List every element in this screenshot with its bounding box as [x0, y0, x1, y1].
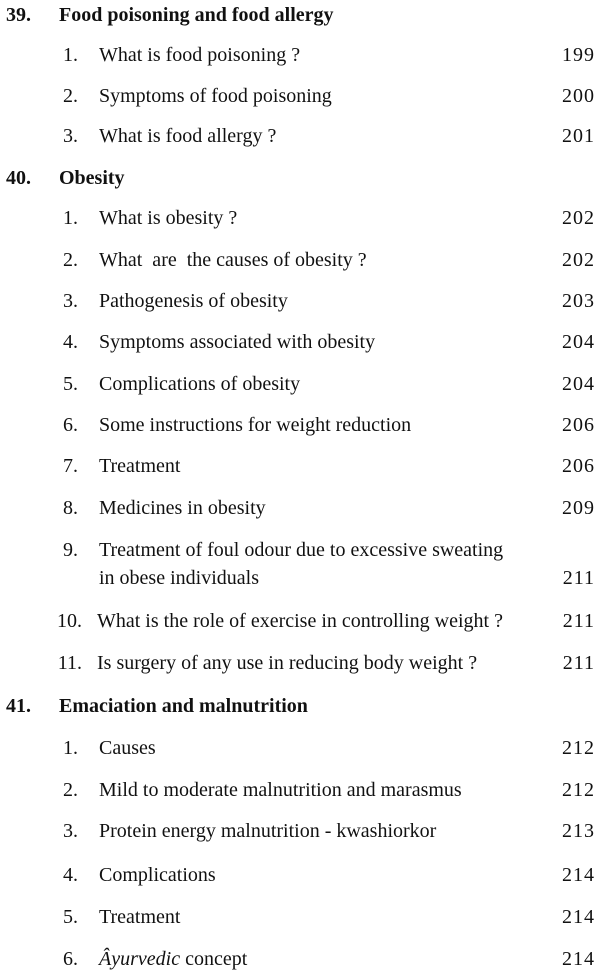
entry-page-number: 200: [562, 85, 595, 107]
entry-title: What is obesity ?: [99, 207, 238, 229]
entry-title: Symptoms associated with obesity: [99, 331, 376, 353]
entry-page-number: 211: [562, 610, 595, 632]
chapter-number: 41.: [6, 695, 31, 717]
chapter-heading-41: [0, 692, 600, 720]
entry-title-rest: concept: [185, 948, 248, 970]
entry-page-number: 206: [562, 455, 595, 477]
entry-page-number: 206: [562, 414, 595, 436]
entry-title: Treatment: [99, 906, 181, 928]
chapter-title: Obesity: [59, 167, 125, 189]
entry-page-number: 201: [562, 125, 595, 147]
entry-title-line-1: Treatment of foul odour due to excessive sweating: [99, 539, 504, 561]
entry-title: Mild to moderate malnutrition and marasmus: [99, 779, 462, 801]
entry-page-number: 204: [562, 373, 595, 395]
entry-number: 4.: [63, 331, 78, 353]
entry-number: 3.: [63, 820, 78, 842]
entry-title: What is food allergy ?: [99, 125, 277, 147]
entry-number: 2.: [63, 85, 78, 107]
chapter-number: 40.: [6, 167, 31, 189]
entry-page-number: 214: [562, 906, 595, 928]
entry-page-number: 212: [562, 779, 595, 801]
entry-title: Some instructions for weight reduction: [99, 414, 412, 436]
entry-title: Treatment: [99, 455, 181, 477]
entry-title: Medicines in obesity: [99, 497, 266, 519]
chapter-title: Emaciation and malnutrition: [59, 695, 308, 717]
entry-number: 6.: [63, 948, 78, 970]
entry-number: 1.: [63, 737, 78, 759]
entry-page-number: 199: [562, 44, 595, 66]
entry-page-number: 202: [562, 249, 595, 271]
entry-page-number: 211: [562, 652, 595, 674]
entry-number: 4.: [63, 864, 78, 886]
entry-title: [99, 945, 247, 973]
entry-title: What are the causes of obesity ?: [99, 249, 367, 271]
entry-number: 5.: [63, 906, 78, 928]
entry-number: 5.: [63, 373, 78, 395]
entry-title: Protein energy malnutrition - kwashiorkor: [99, 820, 437, 842]
entry-page-number: 211: [562, 567, 595, 589]
entry-number: 1.: [63, 207, 78, 229]
entry-number: 10.: [57, 610, 82, 632]
entry-number: 11.: [57, 652, 82, 674]
entry-number: 3.: [63, 290, 78, 312]
entry-title: Causes: [99, 737, 156, 759]
entry-number: 2.: [63, 779, 78, 801]
entry-number: 9.: [63, 539, 78, 561]
entry-number: 2.: [63, 249, 78, 271]
entry-page-number: 213: [562, 820, 595, 842]
entry-page-number: 202: [562, 207, 595, 229]
entry-number: 3.: [63, 125, 78, 147]
entry-title-italic: Âyurvedic: [99, 948, 181, 970]
entry-title: What is food poisoning ?: [99, 44, 301, 66]
chapter-heading-39: [0, 1, 600, 29]
entry-page-number: 204: [562, 331, 595, 353]
entry-title: What is the role of exercise in controlling weight ?: [97, 610, 503, 632]
entry-title: [99, 536, 503, 592]
entry-page-number: 209: [562, 497, 595, 519]
chapter-heading-40: [0, 164, 600, 192]
entry-title: Is surgery of any use in reducing body weight ?: [97, 652, 478, 674]
entry-page-number: 214: [562, 864, 595, 886]
entry-title: Complications: [99, 864, 216, 886]
chapter-title: Food poisoning and food allergy: [59, 4, 334, 26]
chapter-number: 39.: [6, 4, 31, 26]
entry-page-number: 214: [562, 948, 595, 970]
entry-page-number: 203: [562, 290, 595, 312]
entry-title-line-2: in obese individuals: [99, 567, 259, 589]
entry-page-number: 212: [562, 737, 595, 759]
entry-title: Complications of obesity: [99, 373, 301, 395]
entry-number: 6.: [63, 414, 78, 436]
entry-number: 7.: [63, 455, 78, 477]
entry-number: 8.: [63, 497, 78, 519]
entry-number: 1.: [63, 44, 78, 66]
entry-title: Pathogenesis of obesity: [99, 290, 288, 312]
entry-title: Symptoms of food poisoning: [99, 85, 332, 107]
